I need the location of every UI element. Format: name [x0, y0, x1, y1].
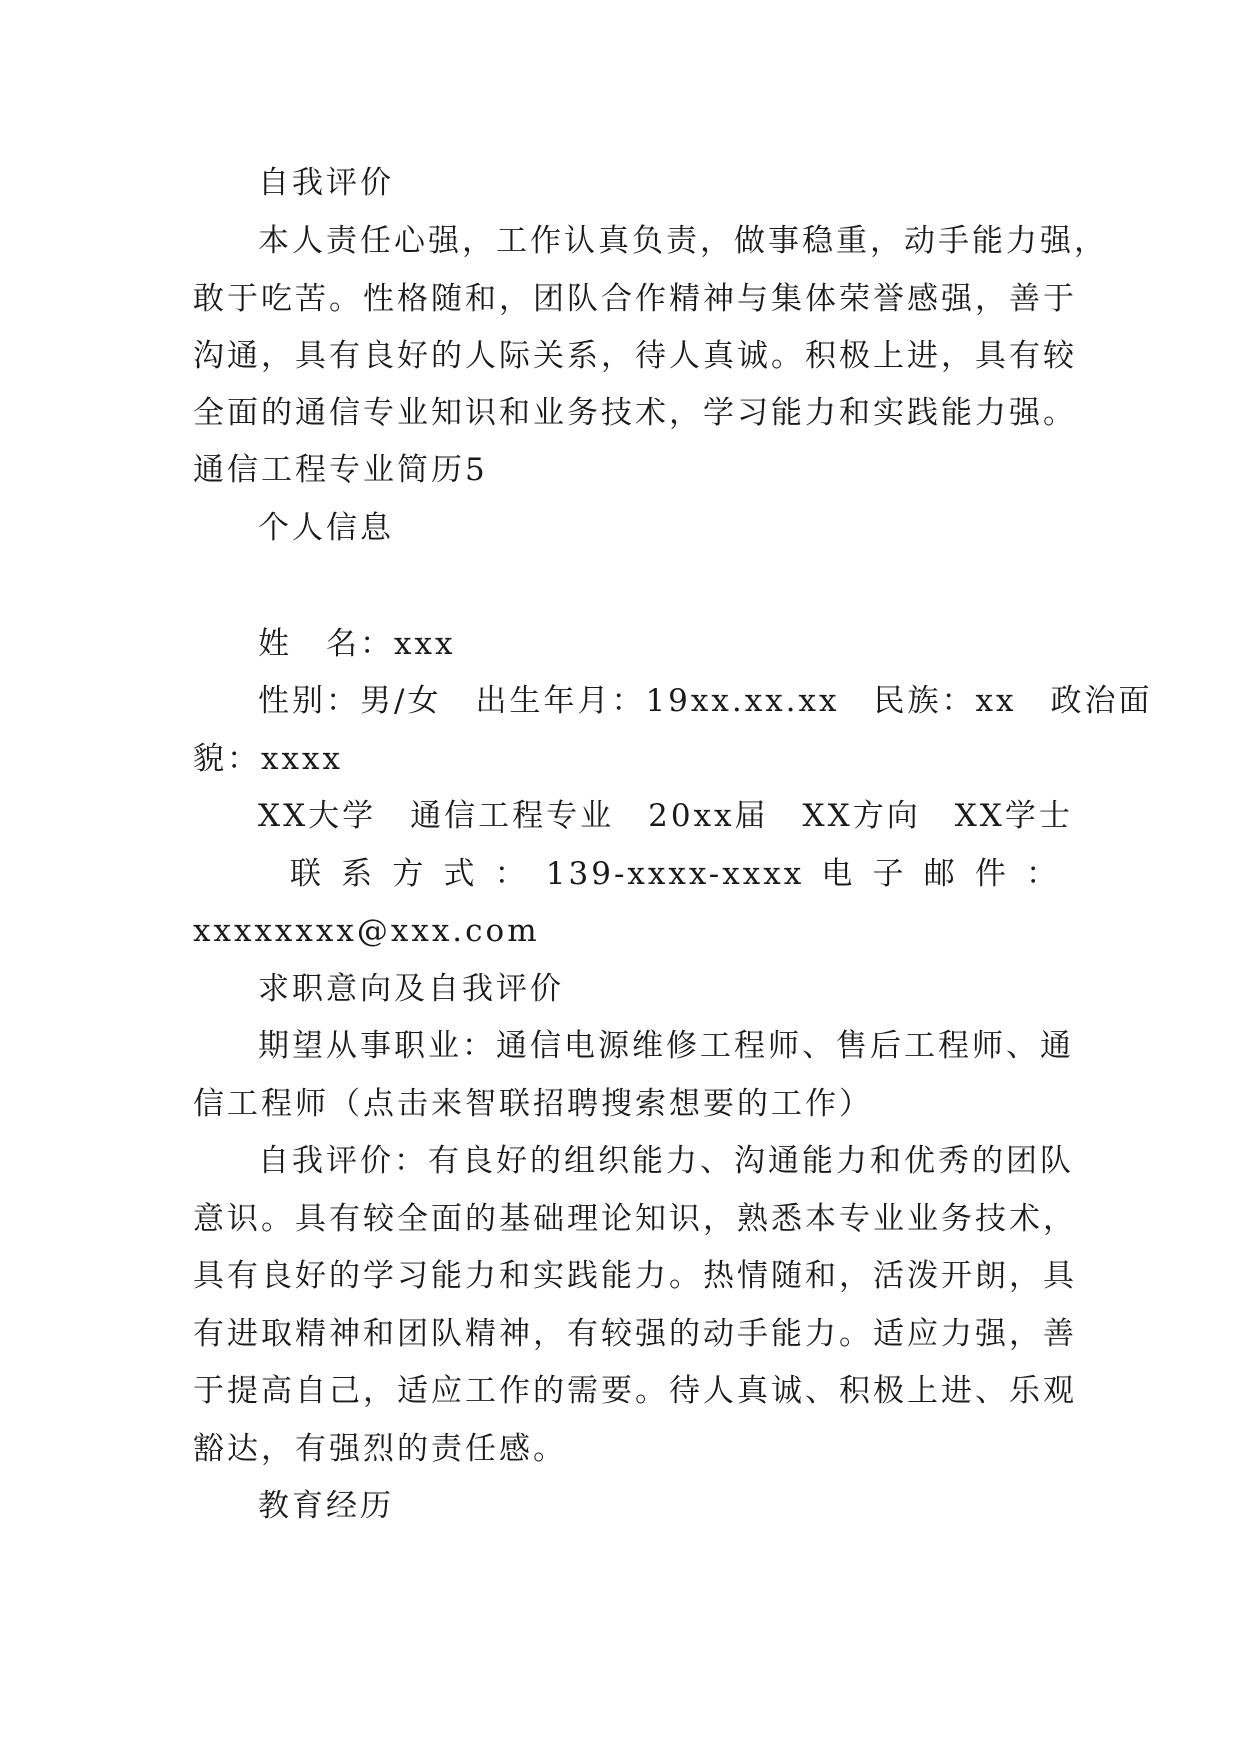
contact-char: 邮: [923, 856, 958, 892]
paragraph-line: 有进取精神和团队精神，有较强的动手能力。适应力强，善: [193, 1316, 1077, 1352]
info-line: 貌：xxxx: [193, 741, 343, 777]
contact-char: 系: [341, 856, 376, 892]
contact-char: 件: [974, 856, 1009, 892]
education-summary-line: XX大学 通信工程专业 20xx届 XX方向 XX学士: [258, 798, 1073, 834]
section-heading-personal-info: 个人信息: [258, 510, 394, 546]
paragraph-line: 于提高自己，适应工作的需要。待人真诚、积极上进、乐观: [193, 1373, 1077, 1409]
paragraph-line: 全面的通信专业知识和业务技术，学习能力和实践能力强。: [193, 395, 1077, 431]
contact-char: 电: [821, 856, 856, 892]
contact-char: 式: [443, 856, 478, 892]
contact-char: 子: [872, 856, 907, 892]
phone-number: 139-xxxx-xxxx: [545, 856, 805, 892]
paragraph-line: 期望从事职业：通信电源维修工程师、售后工程师、通: [258, 1028, 1074, 1064]
section-heading-self-evaluation: 自我评价: [258, 165, 394, 201]
paragraph-line: 意识。具有较全面的基础理论知识，熟悉本专业业务技术，: [193, 1201, 1077, 1237]
paragraph-line: 信工程师（点击来智联招聘搜索想要的工作）: [193, 1086, 873, 1122]
contact-char: 联: [290, 856, 324, 892]
contact-char: 方: [392, 856, 427, 892]
paragraph-line: 自我评价：有良好的组织能力、沟通能力和优秀的团队: [258, 1143, 1074, 1179]
contact-char: ：: [494, 856, 529, 892]
section-heading-education: 教育经历: [258, 1488, 394, 1524]
contact-char: ：: [1026, 856, 1060, 892]
paragraph-line: 敢于吃苦。性格随和，团队合作精神与集体荣誉感强，善于: [193, 281, 1077, 317]
resume-title: 通信工程专业简历5: [193, 452, 488, 488]
info-line: 性别：男/女 出生年月：19xx.xx.xx 民族：xx 政治面: [258, 683, 1153, 719]
paragraph-line: 豁达，有强烈的责任感。: [193, 1431, 567, 1467]
paragraph-line: 沟通，具有良好的人际关系，待人真诚。积极上进，具有较: [193, 338, 1077, 374]
paragraph-line: 具有良好的学习能力和实践能力。热情随和，活泼开朗，具: [193, 1258, 1077, 1294]
contact-line: [290, 854, 1060, 894]
email-line: xxxxxxxx@xxx.com: [193, 913, 540, 949]
paragraph-line: 本人责任心强，工作认真负责，做事稳重，动手能力强，: [258, 223, 1108, 259]
name-line: 姓 名：xxx: [258, 626, 456, 662]
section-heading-job-intent: 求职意向及自我评价: [258, 971, 564, 1007]
